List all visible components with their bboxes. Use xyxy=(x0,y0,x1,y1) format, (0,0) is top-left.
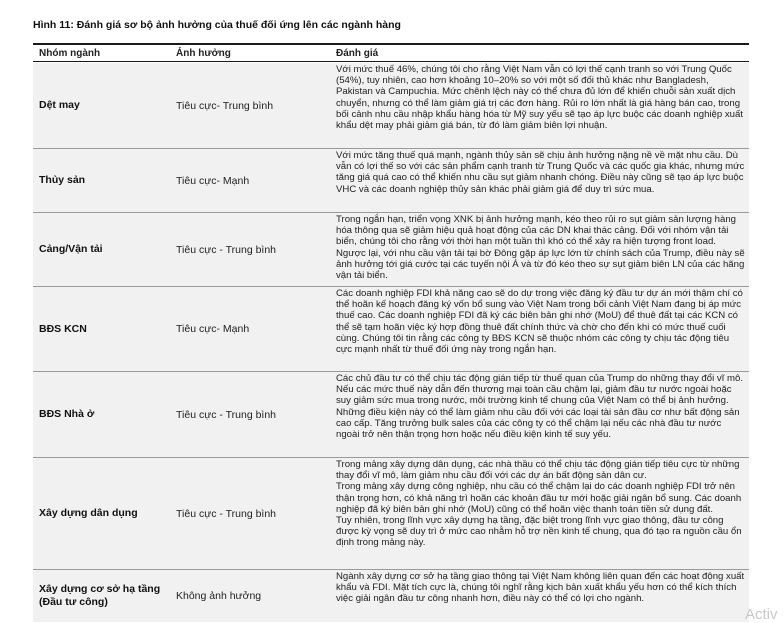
row-group: Thủy sản xyxy=(39,174,86,186)
row-evaluation: Với mức thuế 46%, chúng tôi cho rằng Việt Nam vẫn có lợi thế cạnh tranh so với Trung Quốc (54%), tuy nhiên, cao hơn khoảng 10–20% so với một số đối thủ khác như Bangladesh, Pakistan và Campuchia. Mức chênh lệch này có thể chưa đủ lớn để khiến chuỗi sản xuất dịch chuyển, nhưng có thể làm giảm giá trị các đơn hàng. Rủi ro lớn nhất là giá hàng bán cao, trong bối cảnh nhu cầu nhập khẩu hàng hóa từ Mỹ suy yếu sẽ tạo áp lực buộc các doanh nghiệp xuất khẩu dệt may phải giảm giá bán, từ đó làm giảm biên lợi nhuận. xyxy=(336,64,744,132)
row-evaluation: Ngành xây dựng cơ sở hạ tầng giao thông tại Việt Nam không liên quan đến các hoạt động xuất khẩu và FDI. Mặt tích cực là, chúng tôi nghĩ rằng kịch bản xuất khẩu yếu hơn có thể kích thích việc giải ngân đầu tư công nhanh hơn, điều này có thể có lợi cho ngành. xyxy=(336,571,745,605)
row-group: Dệt may xyxy=(39,99,80,111)
table-row-cang-van-tai xyxy=(33,213,749,287)
row-impact: Tiêu cực- Mạnh xyxy=(176,174,250,187)
table-row-bds-kcn xyxy=(33,287,749,372)
row-impact: Tiêu cực - Trung bình xyxy=(176,243,277,256)
table-row-det-may xyxy=(33,63,749,149)
row-group: BĐS Nhà ở xyxy=(39,408,95,420)
table-row-xay-dung-dan-dung xyxy=(33,458,749,570)
row-evaluation: Trong ngắn hạn, triển vọng XNK bị ảnh hưởng mạnh, kéo theo rủi ro sụt giảm sản lượng hàng hóa thông qua sẽ giảm hiệu quả hoạt động của các DN khai thác cảng. Đối với nhóm vận tải biển, chúng tôi cho rằng với thời hạn một tuần thì khó có thể xảy ra hiện tượng front load. Ngược lại, với nhu cầu vận tải tại bờ Đông gặp áp lực lớn từ chính sách của Trump, điều này sẽ ảnh hưởng tới giá cước tại các tuyến nội Á và từ đó kéo theo sự sụt giảm biên LN của các hãng vận tải biển. xyxy=(336,214,745,282)
table-row-bds-nha-o xyxy=(33,372,749,458)
row-evaluation xyxy=(336,459,745,549)
row-impact: Không ảnh hưởng xyxy=(176,590,262,602)
figure-title: Hình 11: Đánh giá sơ bộ ảnh hưởng của thuế đối ứng lên các ngành hàng xyxy=(33,19,401,31)
header-evaluation: Đánh giá xyxy=(336,48,379,59)
row-evaluation: Với mức tăng thuế quá mạnh, ngành thủy sản sẽ chịu ảnh hưởng nặng nề về mặt nhu cầu. Dù vẫn có lợi thế so với các sản phẩm cạnh tranh từ Trung Quốc và các quốc gia khác, nhưng mức tăng giá quá cao có thể khiến nhu cầu sụt giảm nhanh chóng. Điều này cũng sẽ tạo áp lực buộc VHC và các doanh nghiệp thủy sản khác phải giảm giá để duy trì sức mua. xyxy=(336,150,745,195)
row-impact: Tiêu cực- Mạnh xyxy=(176,323,250,335)
row-group: Cảng/Vận tải xyxy=(39,243,103,255)
evaluation-paragraph: Trong mảng xây dựng dân dụng, các nhà thầu có thể chịu tác động gián tiếp tiêu cực từ những thay đổi vĩ mô, làm giảm nhu cầu đối với các dự án bất động sản dân cư. xyxy=(336,459,740,482)
row-evaluation: Các chủ đầu tư có thể chịu tác động gián tiếp từ thuế quan của Trump do những thay đổi vĩ mô. Nếu các mức thuế này dẫn đến thương mại toàn cầu chậm lại, giảm đầu tư nước ngoài hoặc suy giảm sức mua trong nước, môi trường kinh tế chung của Việt Nam có thể bị ảnh hưởng. Những điều kiện này có thể làm giảm nhu cầu đối với các loại tài sản đầu cơ như bất động sản cao cấp. Tăng trưởng bulk sales của các công ty có thể chậm lại nếu các nhà đầu tư nước ngoài trở nên thận trọng hơn hoặc nếu điều kiện kinh tế suy yếu. xyxy=(336,373,743,441)
activation-watermark: Activ xyxy=(745,606,778,623)
header-impact: Ảnh hưởng xyxy=(176,48,231,59)
table-header xyxy=(33,45,749,61)
row-impact: Tiêu cực - Trung bình xyxy=(176,507,277,520)
header-group: Nhóm ngành xyxy=(39,48,101,59)
row-evaluation: Các doanh nghiệp FDI khả năng cao sẽ do dự trong việc đăng ký đầu tư dự án mới thậm chí có thể hoãn kế hoạch đăng ký vốn bổ sung vào Việt Nam trong bối cảnh Việt Nam đang bị áp mức thuế cao. Các doanh nghiệp FDI đã ký các biên bản ghi nhớ (MoU) để thuê đất tại các KCN có thể sẽ tạm hoãn việc ký hợp đồng thuê đất chính thức và chờ cho đến khi có mức thuế cuối cùng. Chúng tôi tin rằng các công ty BĐS KCN sẽ thuộc nhóm các công ty chịu tác động tiêu cực mạnh nhất từ thuế đối ứng này trong ngắn hạn. xyxy=(336,288,743,356)
table-row-thuy-san xyxy=(33,149,749,213)
row-impact: Tiêu cực - Trung bình xyxy=(176,408,277,421)
row-group: Xây dựng dân dụng xyxy=(39,507,138,519)
row-group: Xây dựng cơ sở hạ tầng (Đầu tư công) xyxy=(39,583,161,608)
row-impact: Tiêu cực- Trung bình xyxy=(176,99,274,112)
table-header-rule xyxy=(33,61,749,62)
evaluation-paragraph: Tuy nhiên, trong lĩnh vực xây dựng hạ tầng, đặc biệt trong lĩnh vực giao thông, đầu tư công được kỳ vọng sẽ duy trì ở mức cao nhằm hỗ trợ nền kinh tế chung, qua đó tạo ra nguồn cầu ổn định trong mảng này. xyxy=(336,515,742,549)
row-group: BĐS KCN xyxy=(39,322,87,335)
evaluation-paragraph: Trong mảng xây dựng công nghiệp, nhu cầu có thể chậm lại do các doanh nghiệp FDI trở nên thận trọng hơn, có khả năng trì hoãn các khoản đầu tư mới hoặc giải ngân bổ sung. Các doanh nghiệp đã ký biên bản ghi nhớ (MoU) cũng có thể hoãn việc thanh toán tiền sử dụng đất. xyxy=(336,481,742,515)
table-row-xay-dung-co-so-ha-tang xyxy=(33,570,749,622)
